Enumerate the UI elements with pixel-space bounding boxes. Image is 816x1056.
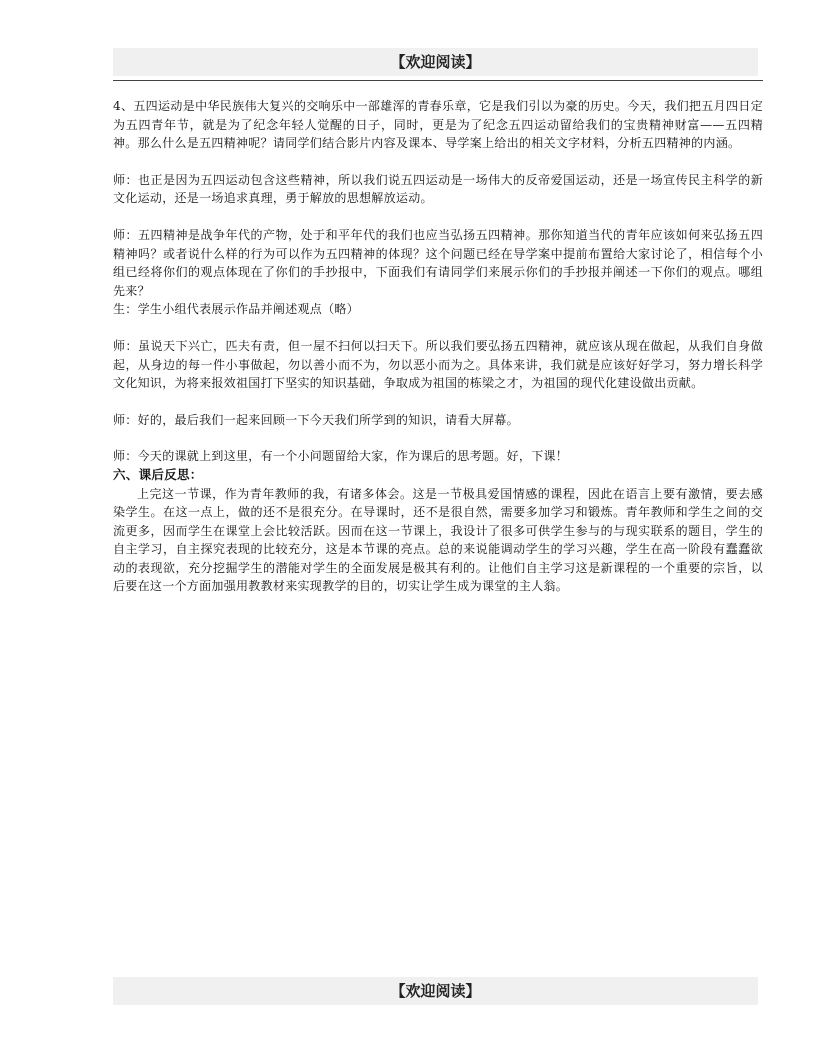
- document-body: [113, 97, 763, 596]
- paragraph-teacher-advice: 师：虽说天下兴亡，匹夫有责，但一屋不扫何以扫天下。所以我们要弘扬五四精神，就应该从现在做起，从我们自身做起，从身边的每一件小事做起，勿以善小而不为，勿以恶小而为之。具体来讲，我们就是应该好好学习，努力增长科学文化知识，为将来报效祖国打下坚实的知识基础，争取成为祖国的栋梁之才，为祖国的现代化建设做出贡献。: [113, 338, 763, 391]
- paragraph-teacher-review: 师：好的，最后我们一起来回顾一下今天我们所学到的知识，请看大屏幕。: [113, 412, 519, 427]
- paragraph-student-response: 生：学生小组代表展示作品并阐述观点（略）: [113, 302, 360, 317]
- paragraph-teacher-question: 师：五四精神是战争年代的产物，处于和平年代的我们也应当弘扬五四精神。那你知道当代的青年应该如何来弘扬五四精神吗？或者说什么样的行为可以作为五四精神的体现？这个问题已经在导学案中提前布置给大家讨论了，相信每个小组已经将你们的观点体现在了你们的手抄报中，下面我们有请同学们来展示你们的手抄报并阐述一下你们的观点。哪组先来？: [113, 227, 763, 298]
- paragraph-wusi-intro: 4、五四运动是中华民族伟大复兴的交响乐中一部雄浑的青春乐章，它是我们引以为豪的历史。今天，我们把五月四日定为五四青年节，就是为了纪念年轻人觉醒的日子，同时，更是为了纪念五四运动留给我们的宝贵精神财富——五四精神。那么什么是五四精神呢？请同学们结合影片内容及课本、导学案上给出的相关文字材料，分析五四精神的内涵。: [113, 99, 763, 151]
- header-divider: [113, 80, 763, 81]
- footer-banner: 【欢迎阅读】: [113, 977, 758, 1005]
- paragraph-teacher-closing: 师：今天的课就上到这里，有一个小问题留给大家，作为课后的思考题。好，下课！: [113, 449, 569, 464]
- paragraph-teacher-spirit: 师：也正是因为五四运动包含这些精神，所以我们说五四运动是一场伟大的反帝爱国运动，还是一场宣传民主科学的新文化运动，还是一场追求真理，勇于解放的思想解放运动。: [113, 172, 763, 206]
- section-heading-reflection: 六、课后反思：: [113, 466, 203, 482]
- header-banner: 【欢迎阅读】: [113, 48, 758, 76]
- paragraph-reflection: 上完这一节课，作为青年教师的我，有诸多体会。这是一节极具爱国情感的课程，因此在语言上要有激情，要去感染学生。在这一点上，做的还不是很充分。在导课时，还不是很自然，需要多加学习和锻炼。青年教师和学生之间的交流更多，因而学生在课堂上会比较活跃。因而在这一节课上，我设计了很多可供学生参与的与现实联系的题目，学生的自主学习，自主探究表现的比较充分，这是本节课的亮点。总的来说能调动学生的学习兴趣，学生在高一阶段有蠢蠢欲动的表现欲，充分挖掘学生的潜能对学生的全面发展是极其有利的。让他们自主学习这是新课程的一个重要的宗旨，以后要在这一个方面加强用教教材来实现教学的目的，切实让学生成为课堂的主人翁。: [113, 486, 763, 594]
